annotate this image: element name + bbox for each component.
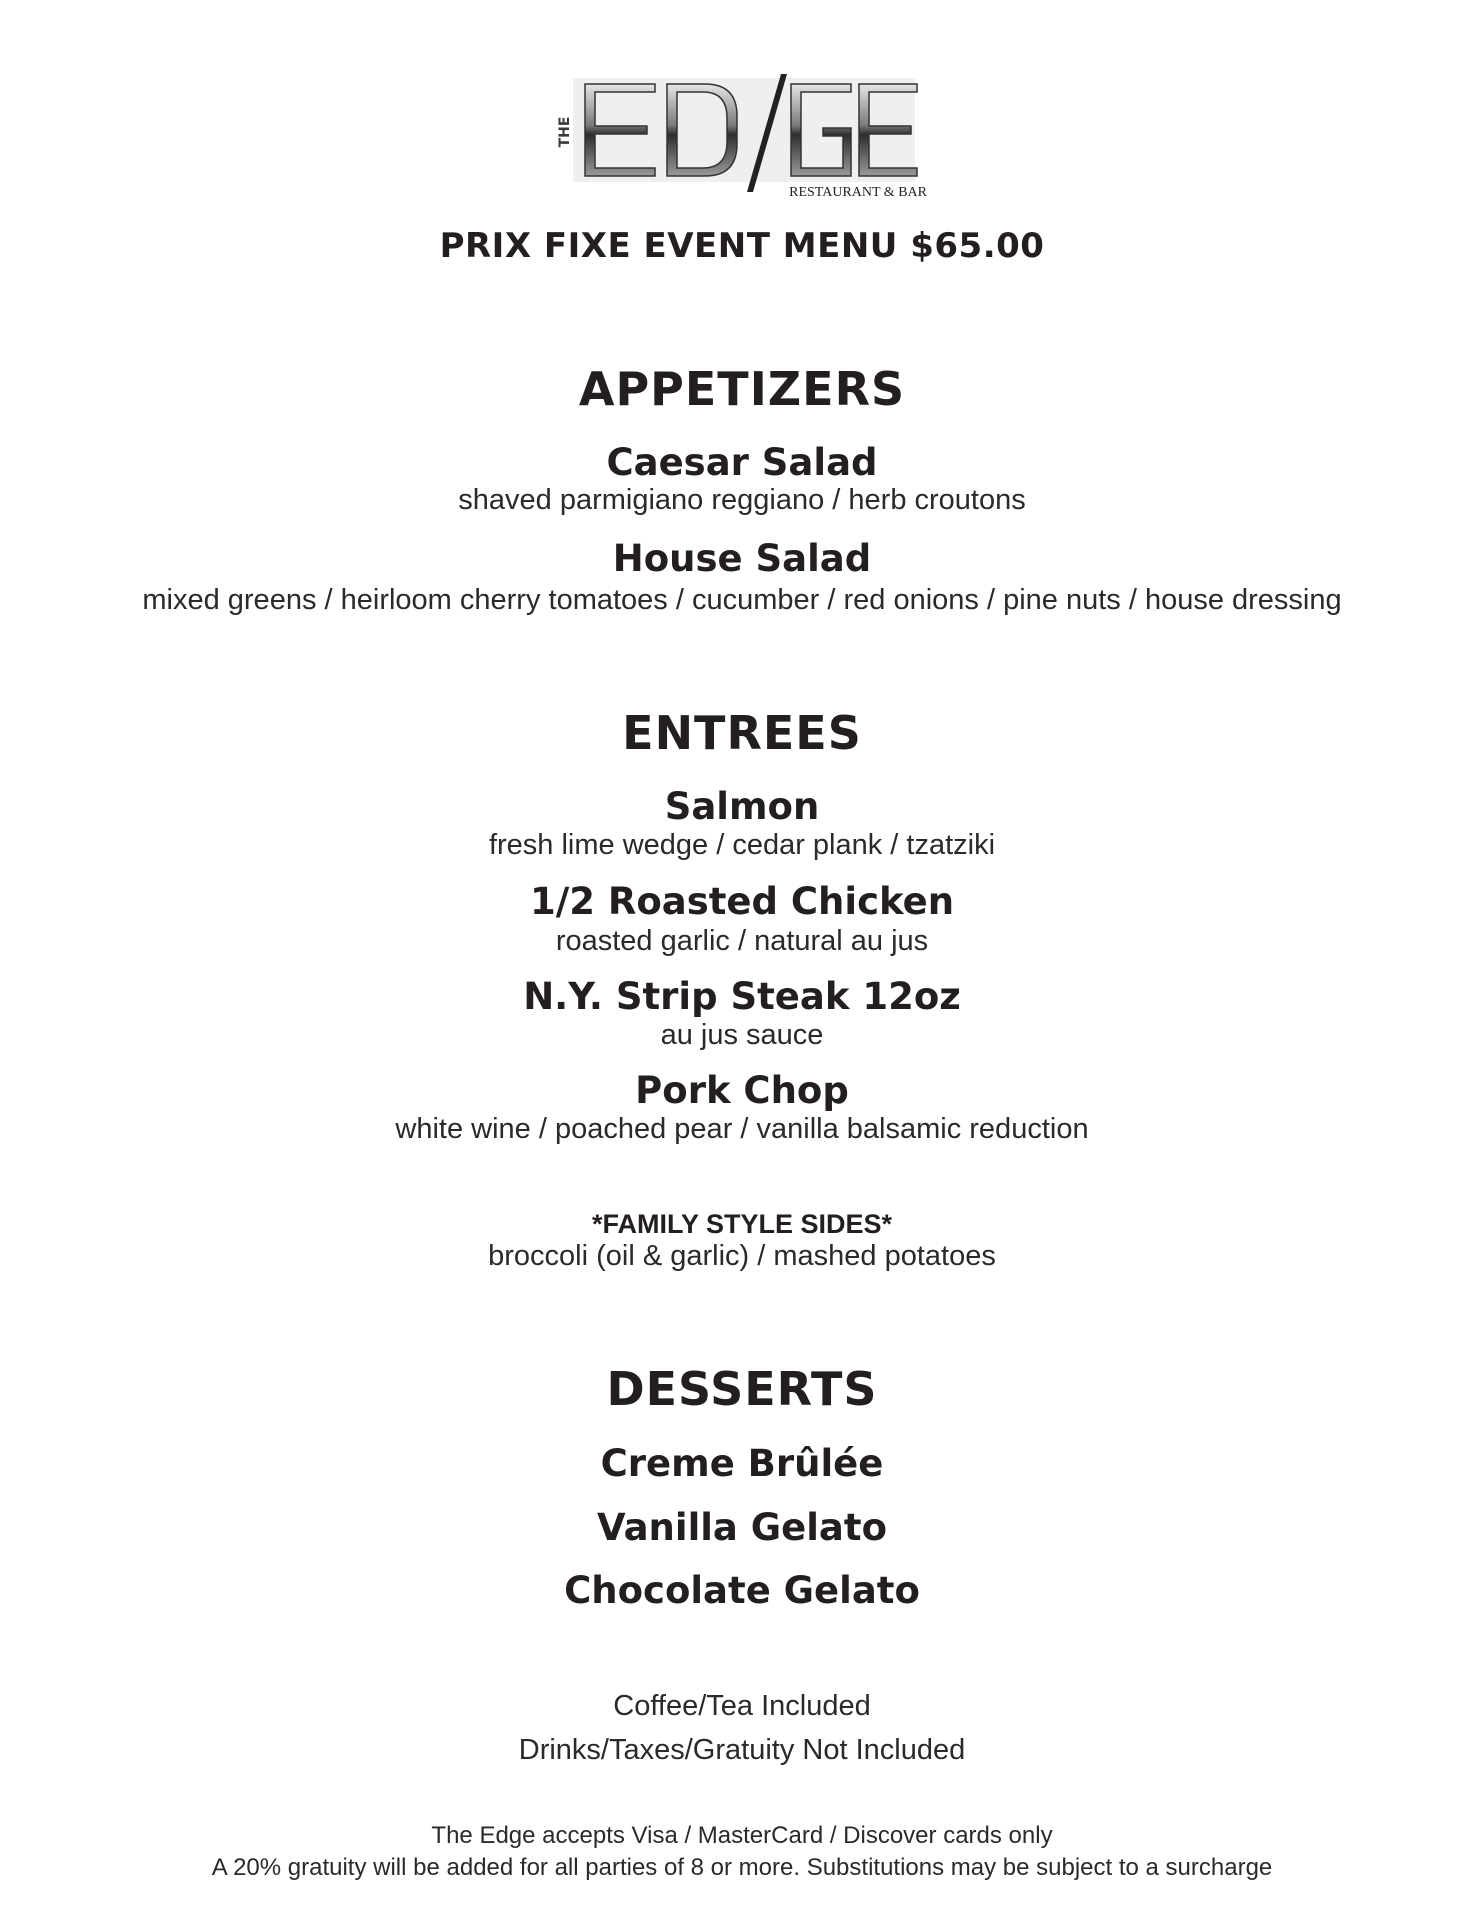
menu-title: PRIX FIXE EVENT MENU $65.00 [439, 226, 1045, 266]
not-included-note: Drinks/Taxes/Gratuity Not Included [518, 1734, 966, 1766]
appetizer-description: mixed greens / heirloom cherry tomatoes / cucumber / red onions / pine nuts / house dressing [142, 584, 1342, 616]
edge-logo [555, 70, 930, 200]
logo-tagline: RESTAURANT & BAR [789, 185, 927, 200]
sides-description: broccoli (oil & garlic) / mashed potatoes [488, 1240, 996, 1272]
payment-note: The Edge accepts Visa / MasterCard / Discover cards only [431, 1822, 1053, 1849]
sides-heading: *FAMILY STYLE SIDES* [591, 1209, 893, 1239]
entree-name: Salmon [664, 785, 820, 828]
entree-name: 1/2 Roasted Chicken [529, 880, 955, 923]
section-heading-desserts: DESSERTS [606, 1362, 878, 1416]
dessert-name: Creme Brûlée [600, 1442, 884, 1485]
appetizer-name: Caesar Salad [606, 441, 878, 484]
section-heading-entrees: ENTREES [622, 706, 862, 760]
appetizer-name: House Salad [612, 537, 872, 580]
entree-description: white wine / poached pear / vanilla balsamic reduction [395, 1113, 1089, 1145]
entree-description: roasted garlic / natural au jus [555, 925, 929, 957]
entree-description: au jus sauce [660, 1019, 824, 1051]
logo-small-word: THE [557, 116, 573, 148]
dessert-name: Chocolate Gelato [564, 1569, 920, 1612]
section-heading-appetizers: APPETIZERS [578, 362, 906, 416]
dessert-name: Vanilla Gelato [596, 1506, 888, 1549]
entree-description: fresh lime wedge / cedar plank / tzatziki [488, 829, 996, 861]
entree-name: N.Y. Strip Steak 12oz [523, 975, 961, 1018]
entree-name: Pork Chop [635, 1069, 849, 1112]
appetizer-description: shaved parmigiano reggiano / herb croutons [458, 484, 1026, 516]
gratuity-note: A 20% gratuity will be added for all parties of 8 or more. Substitutions may be subject to a surcharge [211, 1854, 1273, 1881]
included-note: Coffee/Tea Included [613, 1690, 871, 1722]
edge-logo-graphic [555, 70, 930, 200]
